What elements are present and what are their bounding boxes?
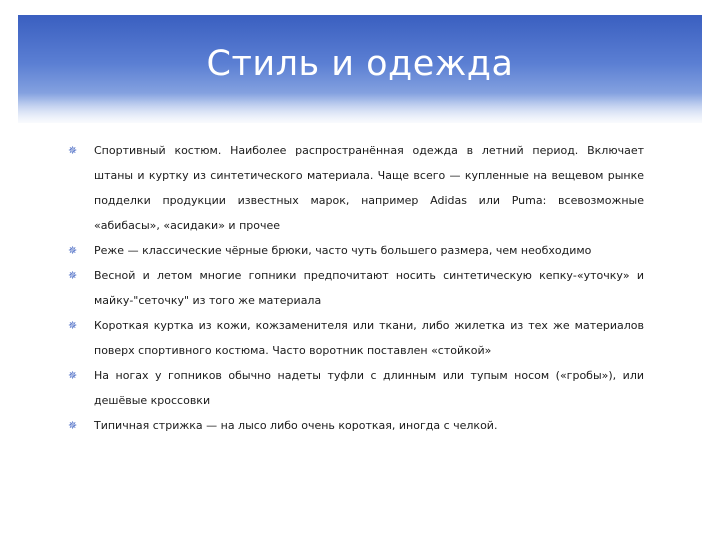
bullet-item [68,313,644,363]
bullet-text: Типичная стрижка — на лысо либо очень короткая, иногда с челкой. [94,419,498,432]
bullet-text: Короткая куртка из кожи, кожзаменителя или ткани, либо жилетка из тех же материалов поверх спортивного костюма. Часто воротник поставлен «стойкой» [94,319,644,357]
bullet-text: Спортивный костюм. Наиболее распространённая одежда в летний период. Включает штаны и куртку из синтетического материала. Чаще всего — купленные на вещевом рынке подделки продукции известных марок, например Adidas или Puma: всевозможные «абибасы», «асидаки» и прочее [94,144,644,232]
bullet-text: Весной и летом многие гопники предпочитают носить синтетическую кепку-«уточку» и майку-"сеточку" из того же материала [94,269,644,307]
bullet-item [68,138,644,238]
slide-title: Стиль и одежда [206,44,514,84]
asterisk-icon: ✵ [68,244,78,257]
asterisk-icon: ✵ [68,144,78,157]
bullet-list [68,138,644,438]
bullet-text: На ногах у гопников обычно надеты туфли с длинным или тупым носом («гробы»), или дешёвые кроссовки [94,369,644,407]
asterisk-icon: ✵ [68,419,78,432]
asterisk-icon: ✵ [68,319,78,332]
bullet-item [68,263,644,313]
bullet-item [68,363,644,413]
bullet-text: Реже — классические чёрные брюки, часто чуть большего размера, чем необходимо [94,244,592,257]
bullet-item [68,238,644,263]
bullet-item [68,413,644,438]
asterisk-icon: ✵ [68,369,78,382]
asterisk-icon: ✵ [68,269,78,282]
